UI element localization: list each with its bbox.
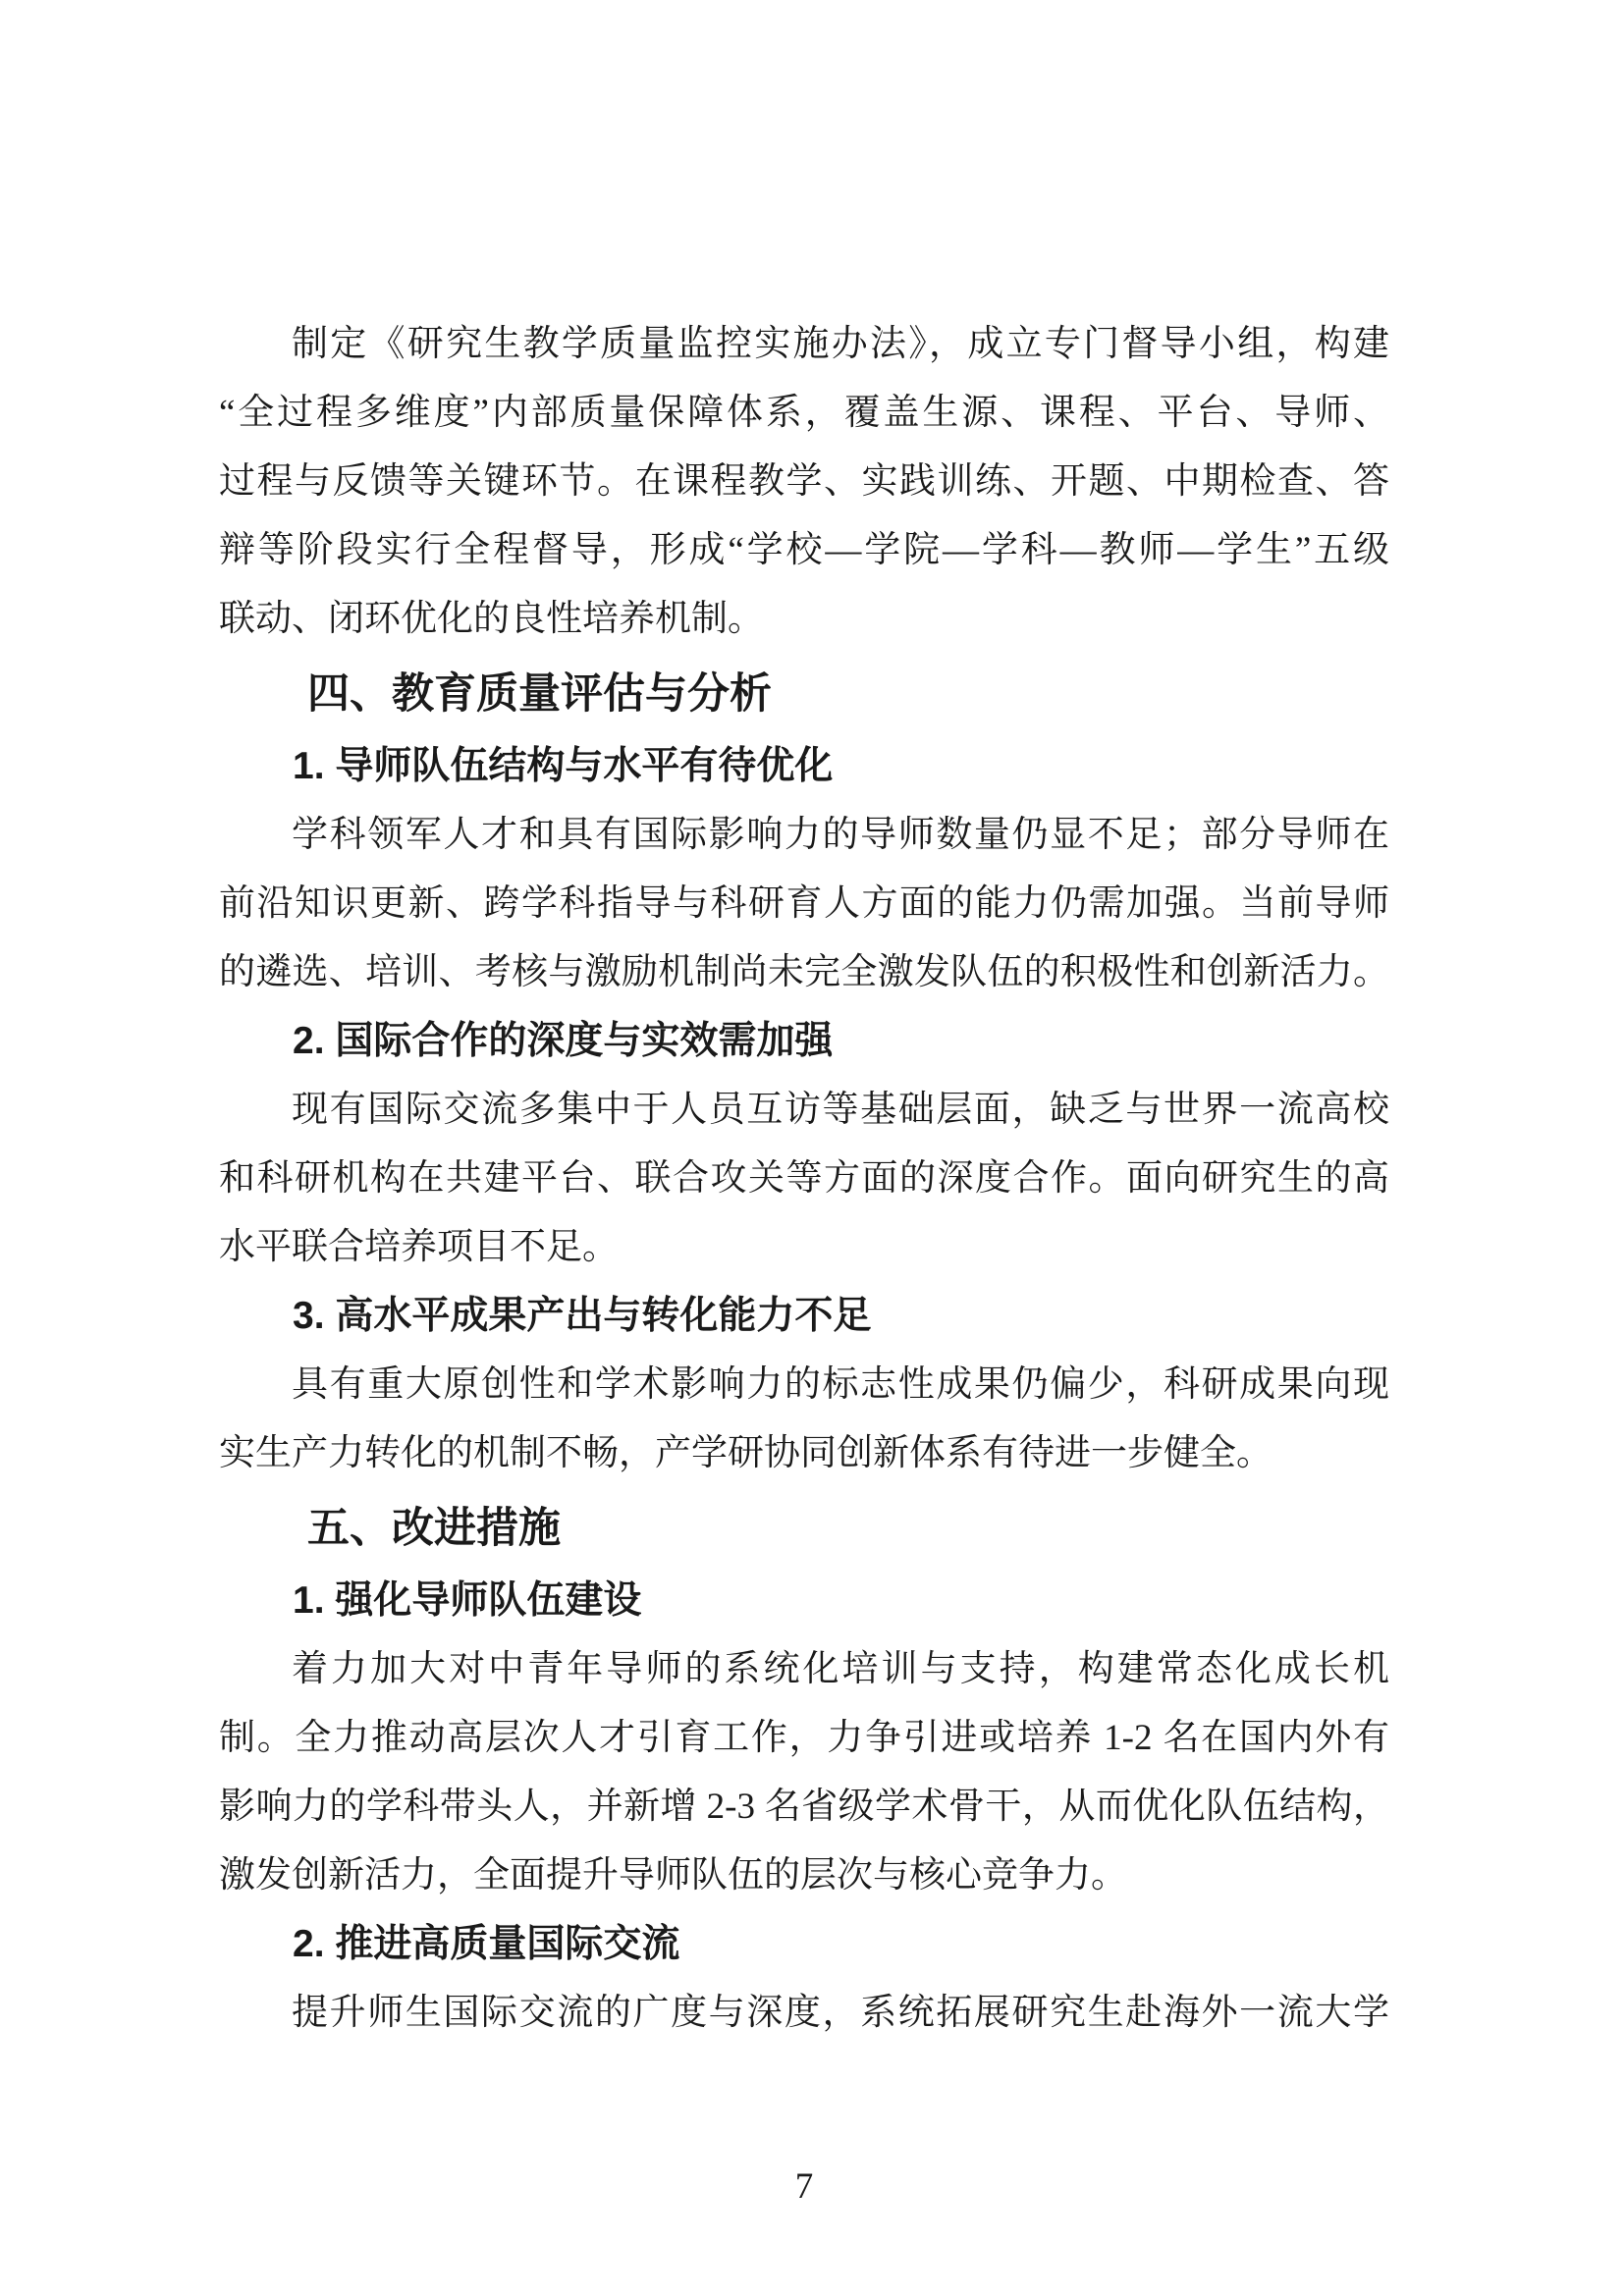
- body-line: 的遴选、培训、考核与激励机制尚未完全激发队伍的积极性和创新活力。: [219, 952, 1389, 992]
- body-line: 辩等阶段实行全程督导，形成“学校—学院—学科—教师—学生”五级: [219, 530, 1389, 570]
- subsection-heading: 2. 国际合作的深度与实效需加强: [293, 1020, 834, 1062]
- subsection-heading: 1. 导师队伍结构与水平有待优化: [293, 745, 834, 787]
- body-line: 具有重大原创性和学术影响力的标志性成果仍偏少，科研成果向现: [292, 1364, 1389, 1405]
- body-line: 和科研机构在共建平台、联合攻关等方面的深度合作。面向研究生的高: [219, 1158, 1389, 1199]
- body-line: 影响力的学科带头人，并新增 2-3 名省级学术骨干，从而优化队伍结构，: [219, 1787, 1389, 1827]
- section-heading: 五、改进措施: [307, 1505, 561, 1552]
- body-line: 现有国际交流多集中于人员互访等基础层面，缺乏与世界一流高校: [292, 1090, 1389, 1130]
- body-line: 提升师生国际交流的广度与深度，系统拓展研究生赴海外一流大学: [292, 1993, 1389, 2033]
- body-line: 前沿知识更新、跨学科指导与科研育人方面的能力仍需加强。当前导师: [219, 883, 1389, 924]
- document-content: [219, 310, 1389, 2048]
- body-line: “全过程多维度”内部质量保障体系，覆盖生源、课程、平台、导师、: [219, 393, 1389, 433]
- body-line: 过程与反馈等关键环节。在课程教学、实践训练、开题、中期检查、答: [219, 461, 1389, 502]
- subsection-heading: 3. 高水平成果产出与转化能力不足: [293, 1295, 872, 1337]
- body-line: 着力加大对中青年导师的系统化培训与支持，构建常态化成长机: [292, 1649, 1389, 1689]
- body-line: 制。全力推动高层次人才引育工作，力争引进或培养 1-2 名在国内外有: [219, 1718, 1389, 1758]
- body-line: 学科领军人才和具有国际影响力的导师数量仍显不足；部分导师在: [292, 815, 1389, 855]
- body-line: 实生产力转化的机制不畅，产学研协同创新体系有待进一步健全。: [219, 1433, 1272, 1473]
- body-line: 激发创新活力，全面提升导师队伍的层次与核心竞争力。: [219, 1855, 1127, 1896]
- body-line: 制定《研究生教学质量监控实施办法》，成立专门督导小组，构建: [292, 324, 1389, 364]
- body-line: 水平联合培养项目不足。: [219, 1227, 619, 1267]
- section-heading: 四、教育质量评估与分析: [307, 670, 772, 718]
- page-footer: [219, 2158, 1389, 2216]
- subsection-heading: 2. 推进高质量国际交流: [293, 1923, 680, 1965]
- subsection-heading: 1. 强化导师队伍建设: [293, 1579, 642, 1622]
- body-line: 联动、闭环优化的良性培养机制。: [219, 599, 764, 639]
- page-number: 7: [794, 2166, 814, 2207]
